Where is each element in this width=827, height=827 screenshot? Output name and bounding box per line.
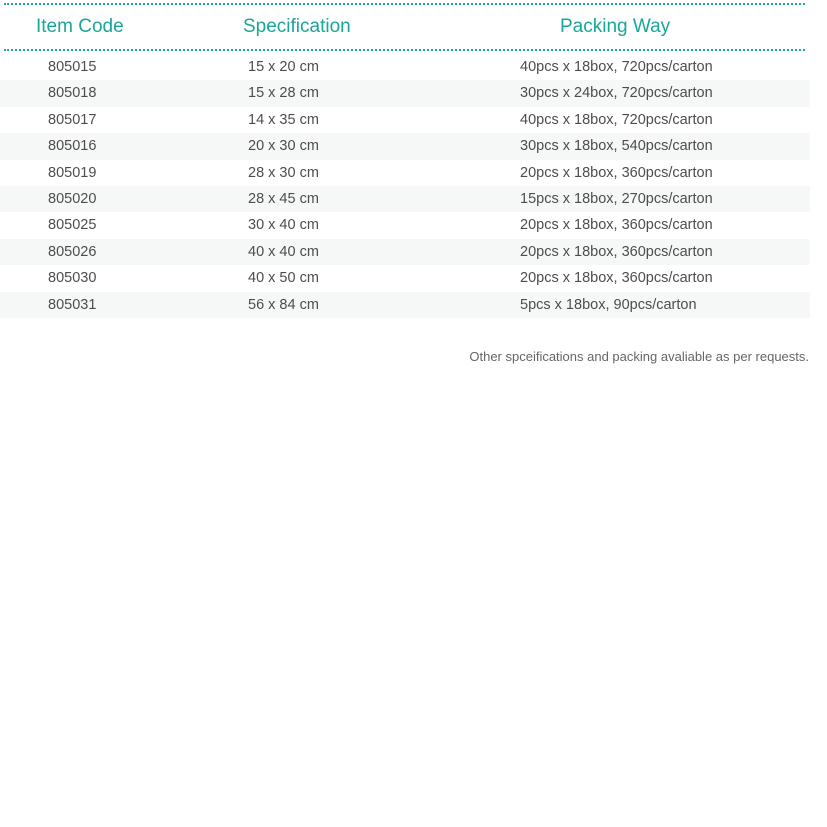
table-row (0, 160, 810, 186)
cell-specification: 15 x 20 cm (248, 59, 319, 75)
table-header-row (0, 6, 810, 48)
cell-specification: 14 x 35 cm (248, 111, 319, 128)
cell-item-code: 805025 (48, 217, 97, 234)
cell-specification: 28 x 30 cm (248, 164, 319, 181)
cell-item-code: 805020 (48, 190, 97, 207)
header-item-code: Item Code (36, 16, 124, 37)
cell-specification: 28 x 45 cm (248, 190, 319, 207)
cell-packing-way: 40pcs x 18box, 720pcs/carton (520, 111, 713, 128)
cell-packing-way: 30pcs x 24box, 720pcs/carton (520, 85, 713, 102)
cell-item-code: 805018 (48, 85, 97, 102)
table-row (0, 54, 810, 80)
cell-packing-way: 20pcs x 18box, 360pcs/carton (520, 243, 713, 260)
cell-specification: 30 x 40 cm (248, 217, 319, 234)
cell-specification: 40 x 40 cm (248, 243, 319, 260)
cell-item-code: 805019 (48, 164, 97, 181)
cell-item-code: 805016 (48, 138, 97, 155)
footnote: Other spceifications and packing avaliable as per requests. (469, 349, 809, 364)
top-dotted-rule (4, 3, 805, 5)
cell-item-code: 805031 (48, 296, 97, 313)
cell-item-code: 805026 (48, 243, 97, 260)
cell-packing-way: 40pcs x 18box, 720pcs/carton (520, 59, 713, 75)
cell-packing-way: 20pcs x 18box, 360pcs/carton (520, 270, 713, 287)
cell-specification: 56 x 84 cm (248, 296, 319, 313)
cell-item-code: 805015 (48, 59, 97, 75)
table-row (0, 80, 810, 106)
table-row (0, 292, 810, 318)
cell-packing-way: 30pcs x 18box, 540pcs/carton (520, 138, 713, 155)
cell-packing-way: 20pcs x 18box, 360pcs/carton (520, 217, 713, 234)
cell-item-code: 805030 (48, 270, 97, 287)
cell-specification: 20 x 30 cm (248, 138, 319, 155)
table-row (0, 186, 810, 212)
table-row (0, 265, 810, 291)
cell-specification: 15 x 28 cm (248, 85, 319, 102)
table-row (0, 212, 810, 238)
header-dotted-rule (4, 49, 805, 51)
table-row (0, 107, 810, 133)
table-row (0, 239, 810, 265)
cell-item-code: 805017 (48, 111, 97, 128)
header-specification: Specification (243, 16, 351, 37)
header-packing-way: Packing Way (560, 16, 671, 37)
cell-packing-way: 20pcs x 18box, 360pcs/carton (520, 164, 713, 181)
table-body (0, 54, 810, 318)
cell-packing-way: 15pcs x 18box, 270pcs/carton (520, 190, 713, 207)
table-row (0, 133, 810, 159)
cell-packing-way: 5pcs x 18box, 90pcs/carton (520, 296, 697, 313)
cell-specification: 40 x 50 cm (248, 270, 319, 287)
